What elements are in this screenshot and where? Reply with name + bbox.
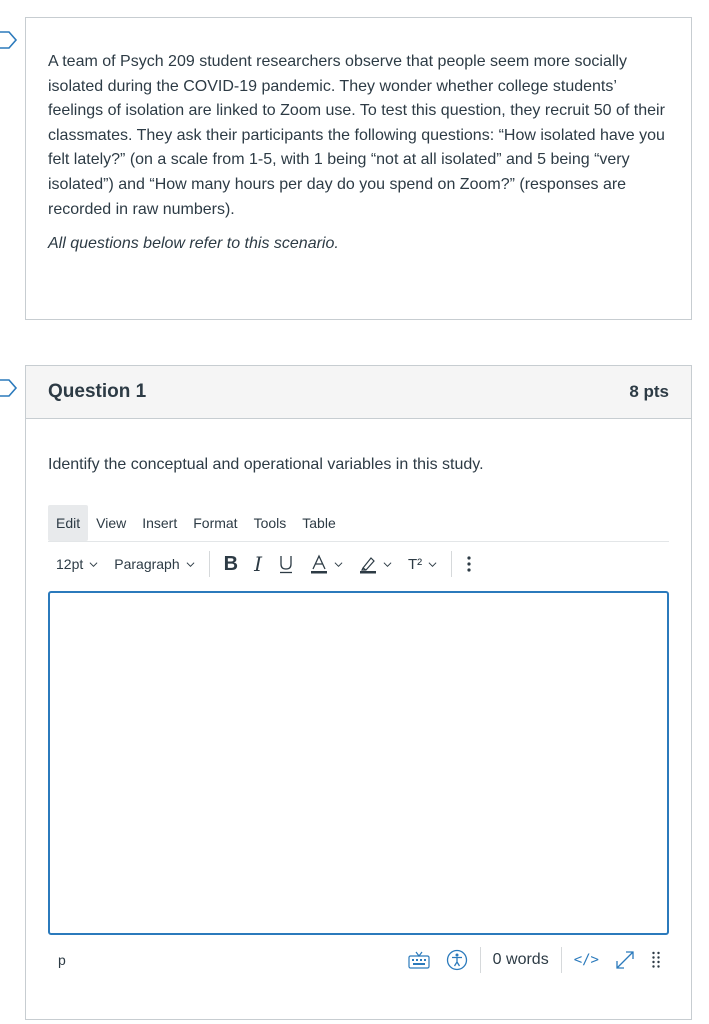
drag-handle-icon <box>651 950 661 970</box>
menu-view[interactable]: View <box>96 514 127 531</box>
chevron-down-icon <box>186 560 195 569</box>
flag-question-icon[interactable] <box>0 30 18 50</box>
accessibility-icon <box>446 949 468 971</box>
menu-table[interactable]: Table <box>302 514 336 531</box>
menu-edit[interactable]: Edit <box>48 505 88 541</box>
chevron-down-icon <box>89 560 98 569</box>
accessibility-checker-button[interactable] <box>438 945 476 975</box>
bold-button[interactable]: B <box>223 552 239 575</box>
menu-insert[interactable]: Insert <box>142 514 178 531</box>
scenario-card <box>25 17 692 320</box>
underline-button[interactable] <box>270 549 302 579</box>
block-format-value: Paragraph <box>114 556 180 572</box>
question-prompt: Identify the conceptual and operational variables in this study. <box>48 456 484 473</box>
question-card <box>25 365 692 1020</box>
highlight-icon <box>359 554 377 574</box>
text-color-icon <box>310 554 328 574</box>
question-header <box>26 366 691 419</box>
statusbar-divider <box>561 947 562 973</box>
question-title: Question 1 <box>48 381 147 402</box>
more-button[interactable] <box>458 549 480 579</box>
font-size-value: 12pt <box>56 556 84 572</box>
superscript-label: T² <box>408 555 423 573</box>
html-editor-button[interactable]: </> <box>573 952 599 968</box>
question-points: 8 pts <box>629 382 669 401</box>
fullscreen-icon <box>615 950 635 970</box>
text-color-button[interactable] <box>302 549 351 579</box>
statusbar-divider <box>480 947 481 973</box>
underline-icon <box>278 554 294 574</box>
scenario-paragraph: A team of Psych 209 student researchers observe that people seem more socially isolated during the COVID-19 pandemic. They wonder whether college students’ feelings of isolation are linked to Zoom use. To test this question, they recruit 50 of their classmates. They ask their participants the following questions: “How isolated have you felt lately?” (on a scale from 1-5, with 1 being “not at all isolated” and 5 being “very isolated”) and “How many hours per day do you spend on Zoom?” (responses are recorded in raw numbers). <box>48 53 665 218</box>
menu-tools[interactable]: Tools <box>253 514 287 531</box>
chevron-down-icon <box>383 560 392 569</box>
toolbar-divider <box>209 551 210 577</box>
flag-question-icon[interactable] <box>0 378 18 398</box>
editor-statusbar <box>48 937 669 983</box>
font-size-select[interactable] <box>48 549 106 579</box>
scenario-note: All questions below refer to this scenario. <box>48 235 339 253</box>
keyboard-icon <box>408 951 430 969</box>
keyboard-shortcuts-button[interactable] <box>400 945 438 975</box>
block-format-select[interactable] <box>106 549 202 579</box>
editor-menubar <box>48 506 669 542</box>
word-count[interactable]: 0 words <box>492 951 549 968</box>
italic-button[interactable]: I <box>254 552 262 576</box>
menu-format[interactable]: Format <box>193 514 238 531</box>
superscript-button[interactable] <box>400 549 445 579</box>
more-icon <box>466 555 472 573</box>
fullscreen-button[interactable] <box>607 945 643 975</box>
chevron-down-icon <box>334 560 343 569</box>
chevron-down-icon <box>428 560 437 569</box>
resize-handle[interactable] <box>643 945 669 975</box>
element-path[interactable]: p <box>58 952 66 968</box>
highlight-color-button[interactable] <box>351 549 400 579</box>
rich-text-editor-area[interactable] <box>48 591 669 935</box>
editor-toolbar <box>48 543 669 585</box>
toolbar-divider <box>451 551 452 577</box>
